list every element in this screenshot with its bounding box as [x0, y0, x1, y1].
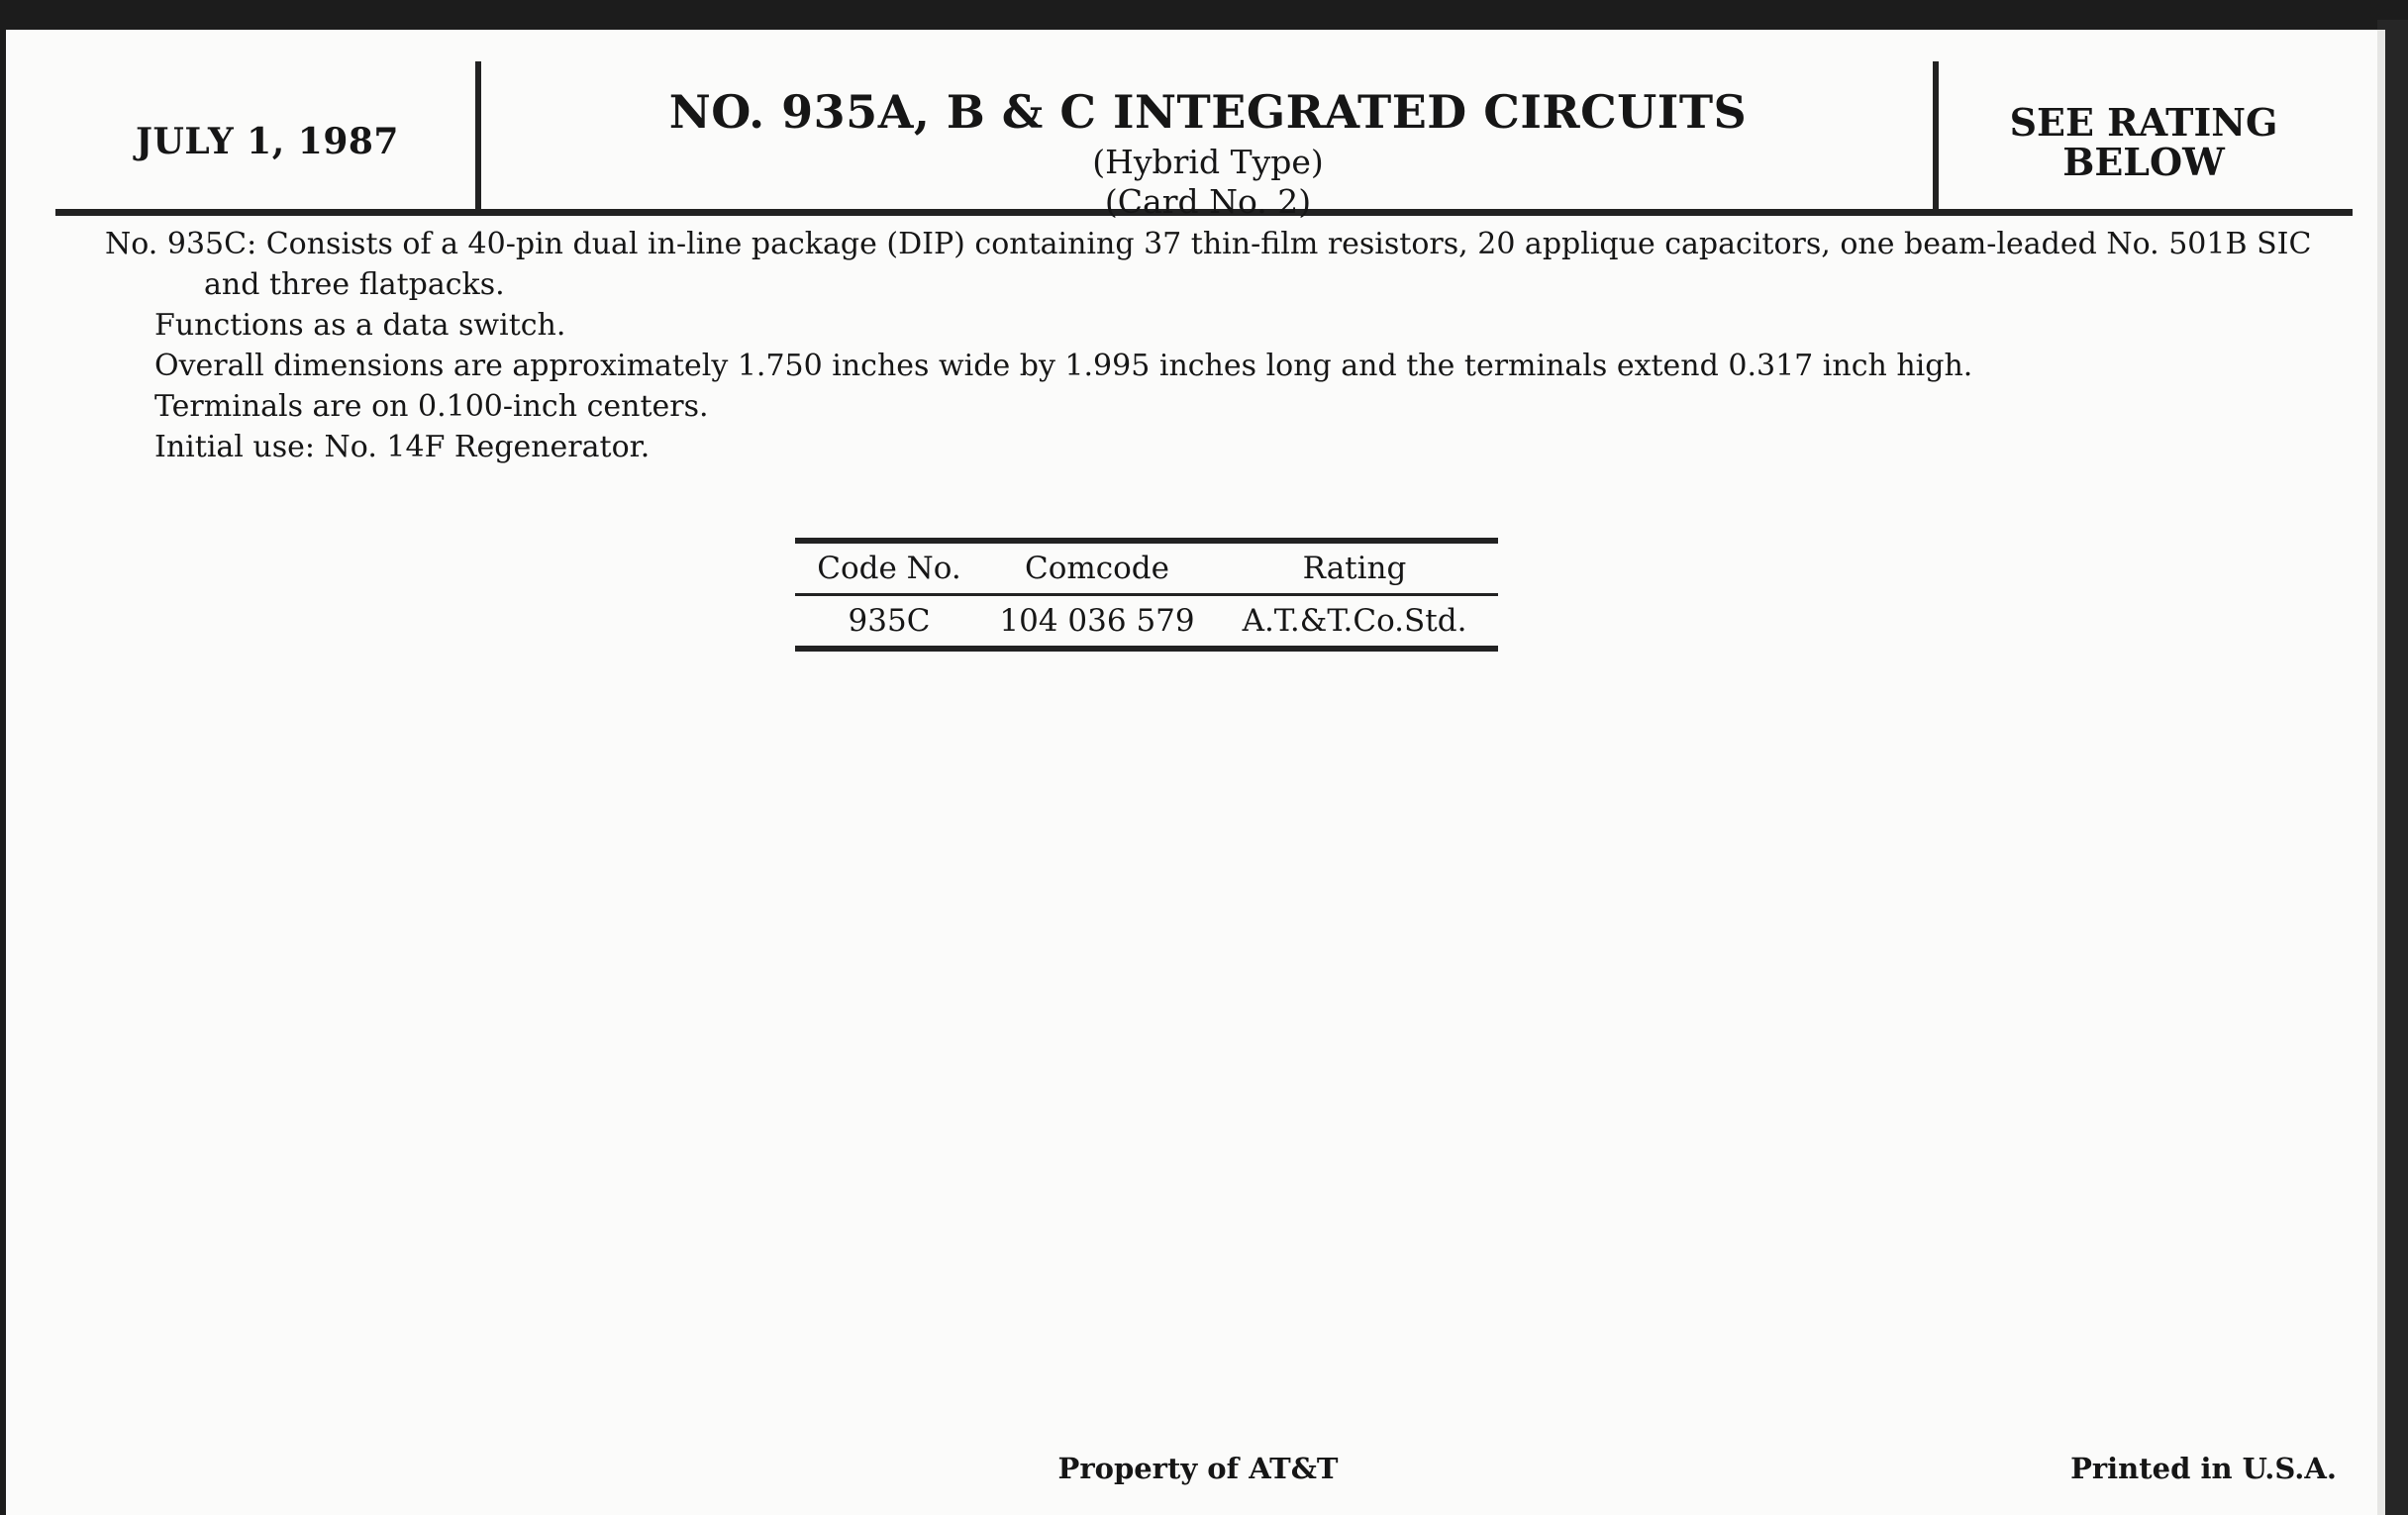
header-divider-right — [1933, 61, 1939, 210]
card-edge — [2377, 30, 2385, 1515]
cell-comcode: 104 036 579 — [999, 603, 1195, 639]
code-table — [795, 538, 1498, 652]
table-header-row — [795, 544, 1498, 593]
rating-line-2: BELOW — [2062, 140, 2225, 184]
description-paragraph: Functions as a data switch. — [154, 308, 566, 343]
description-paragraph: Initial use: No. 14F Regenerator. — [154, 430, 651, 464]
table-rule-bottom — [795, 646, 1498, 652]
cell-rating: A.T.&T.Co.Std. — [1242, 603, 1467, 639]
header-divider-left — [475, 61, 481, 210]
footer-property: Property of AT&T — [1057, 1452, 1339, 1485]
column-header-comcode: Comcode — [1025, 551, 1169, 586]
description-paragraph: Terminals are on 0.100-inch centers. — [154, 389, 709, 424]
page-title: NO. 935A, B & C INTEGRATED CIRCUITS — [668, 85, 1748, 139]
subtitle-type: (Hybrid Type) — [1092, 143, 1324, 181]
rating-line-1: SEE RATING — [2009, 100, 2278, 145]
footer-printed: Printed in U.S.A. — [2070, 1452, 2337, 1485]
issue-date: JULY 1, 1987 — [136, 121, 399, 162]
table-row — [795, 596, 1498, 646]
rating-note — [1941, 100, 2347, 184]
description-paragraph: Overall dimensions are approximately 1.750 inches wide by 1.995 inches long and the terminals extend 0.317 inch high. — [154, 349, 1973, 383]
column-header-code: Code No. — [817, 551, 961, 586]
description-paragraph: No. 935C: Consists of a 40-pin dual in-line package (DIP) containing 37 thin-film resistors, 20 applique capacitors, one beam-leaded No. 501B SIC and three flatpacks. — [105, 227, 2312, 302]
cell-code: 935C — [848, 603, 931, 639]
title-block — [485, 81, 1931, 222]
column-header-rating: Rating — [1302, 551, 1407, 586]
description — [105, 224, 2362, 467]
subtitle-card: (Card No. 2) — [1104, 182, 1312, 221]
